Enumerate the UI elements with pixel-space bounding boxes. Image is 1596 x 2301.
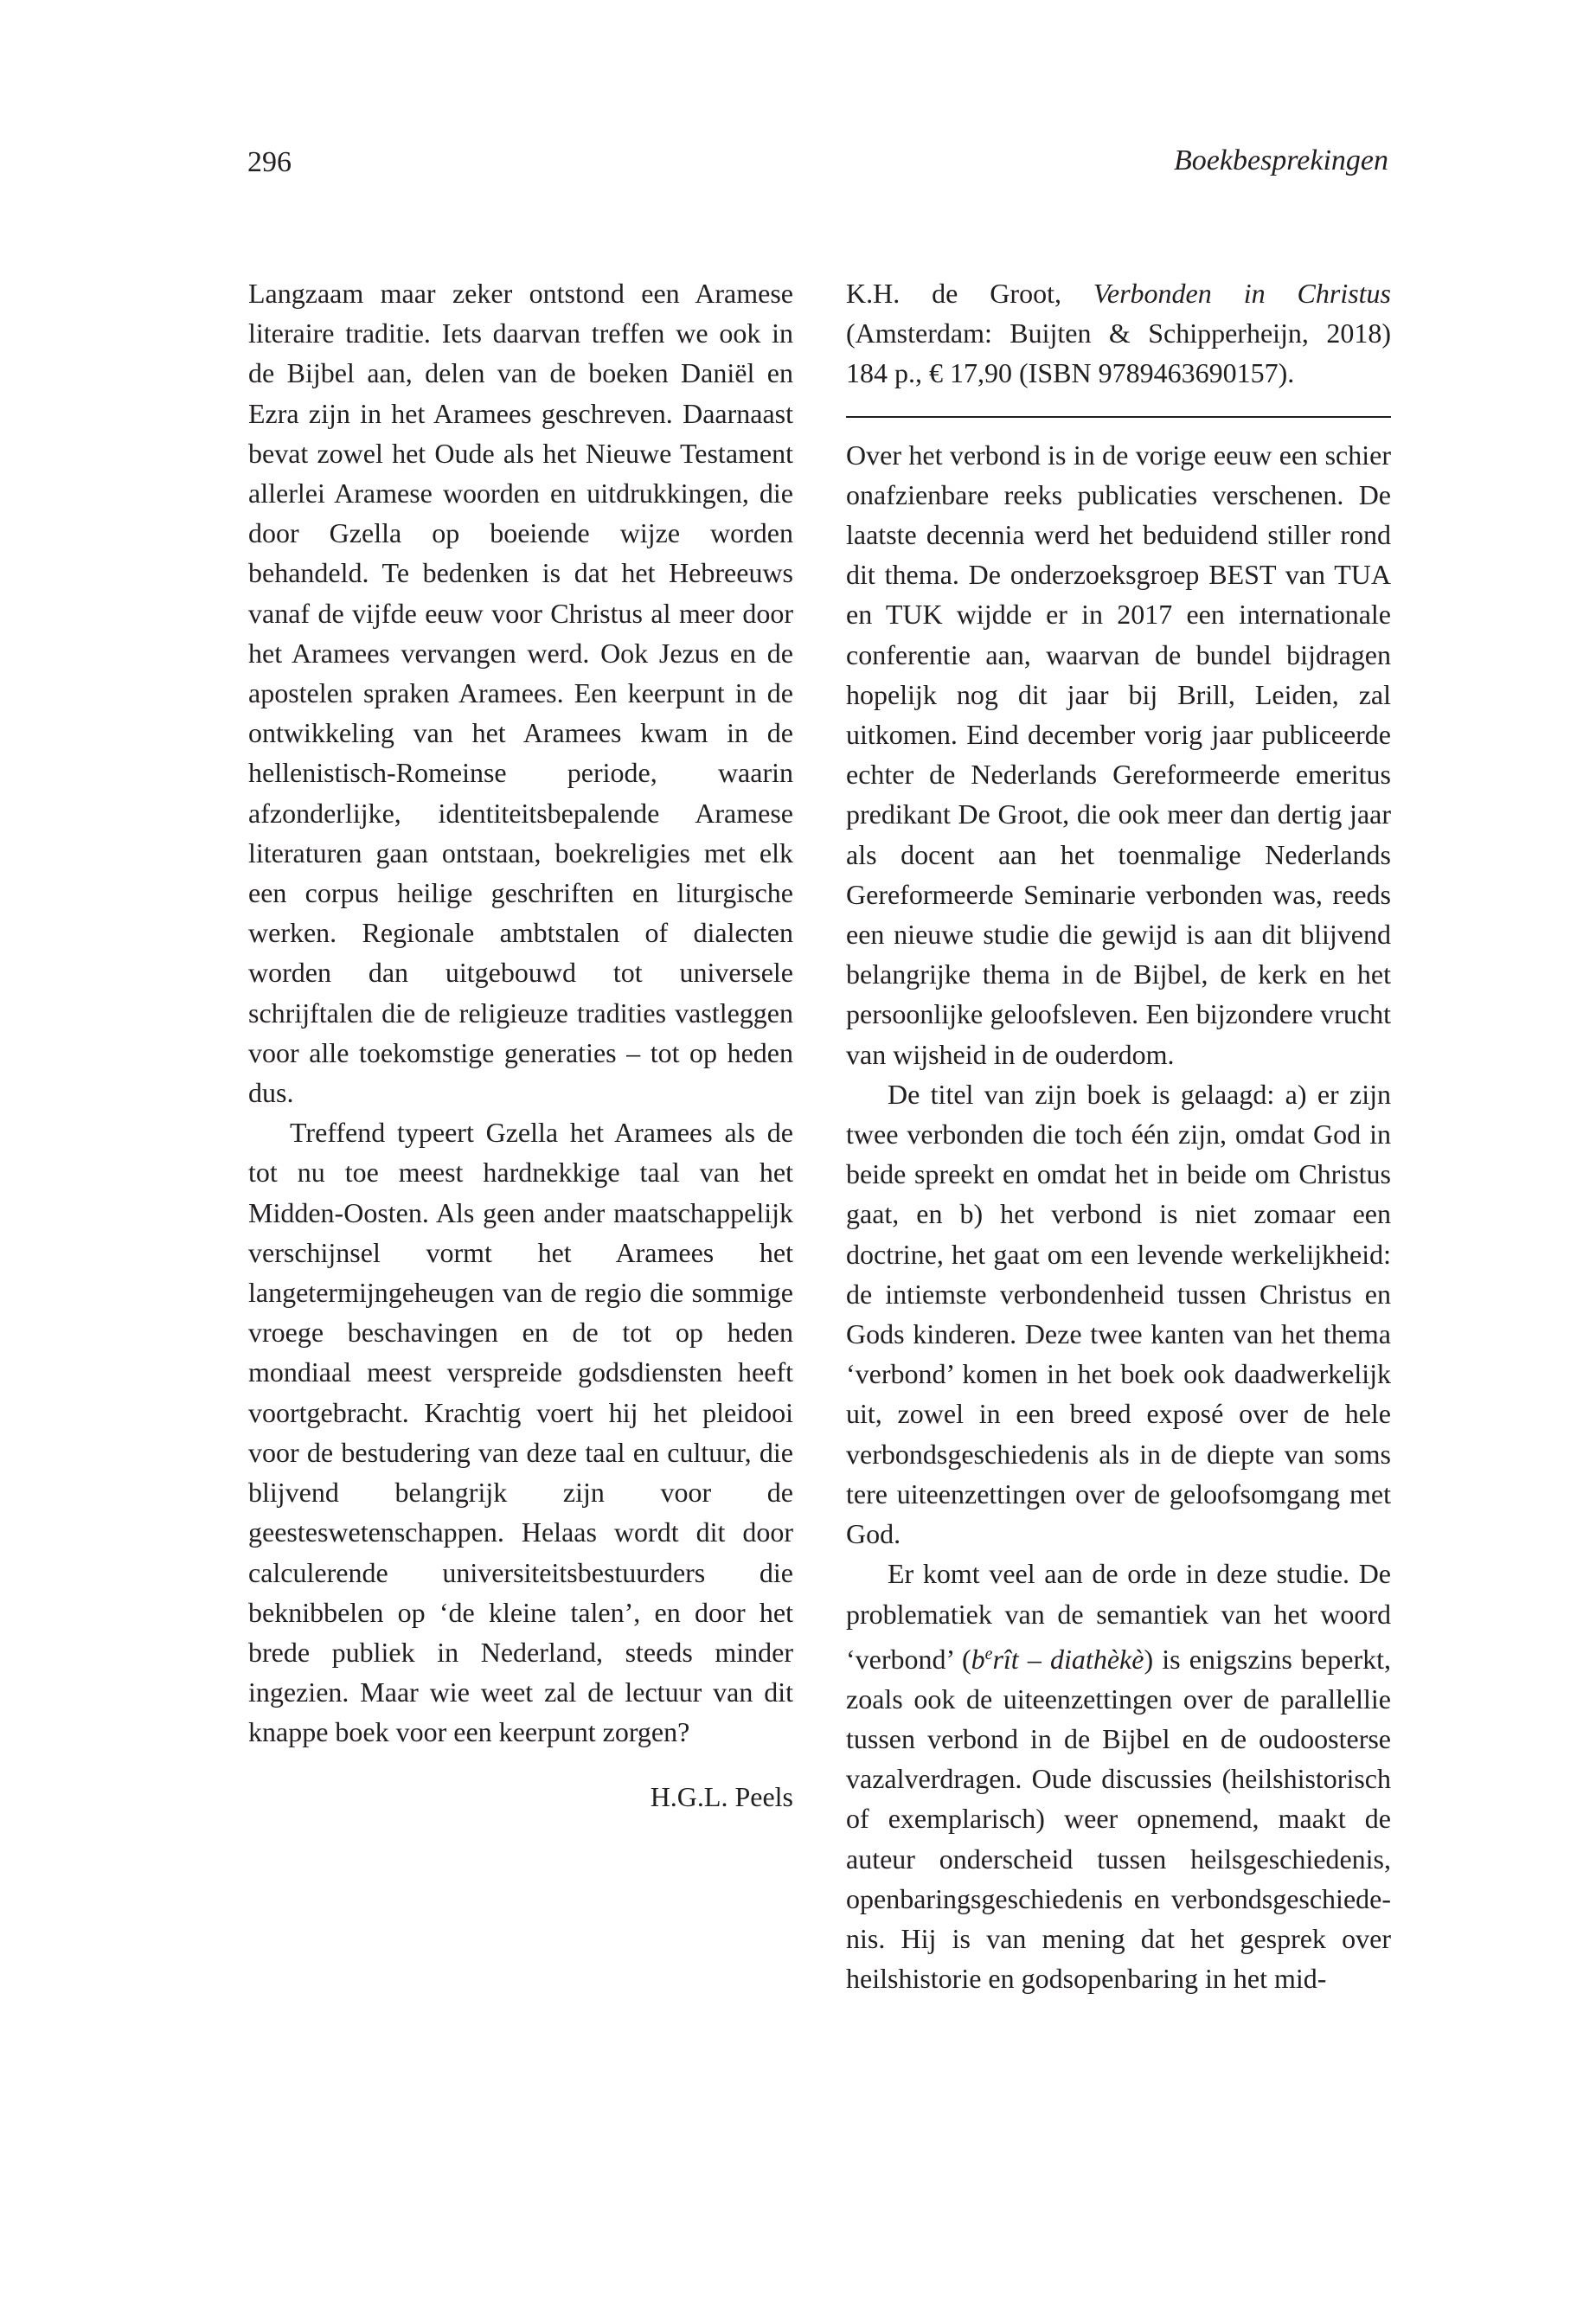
right-paragraph-3 (846, 1554, 1391, 1998)
page-number: 296 (247, 146, 292, 178)
right-paragraph-3-end: ) is enigszins beperkt, zoals ook de uiteenzettingen over de parallellie tussen verbond in de Bijbel en de oudoosterse vazalverdragen. Oude discussies (heilshistorisch of exemplarisch) weer opnemend, maakt de auteur onderscheid tussen heilsgeschiedenis, openbaringsgeschiedenis en verbondsgeschiedenis. Hij is van mening dat het gesprek over heilshistorie en godsopenbaring in het mid- (846, 1643, 1392, 1995)
review-signature: H.G.L. Peels (650, 1780, 793, 1812)
right-paragraph-1: Over het verbond is in de vorige eeuw een schier onafzienbare reeks publicaties verschenen. De laatste decennia werd het beduidend stiller rond dit thema. De onderzoeksgroep BEST van TUA en TUK wijdde er in 2017 een internationale conferentie aan, waarvan de bundel bijdragen hopelijk nog dit jaar bij Brill, Leiden, zal uitkomen. Eind december vorig jaar publiceerde echter de Nederlands Gereformeerde emeritus predikant De Groot, die ook meer dan dertig jaar als docent aan het toenmalige Nederlands Gereformeerde Seminarie verbonden was, reeds een nieuwe studie die gewijd is aan dit blijvend belangrijke thema in de Bijbel, de kerk en het persoonlijke geloofsleven. Een bijzondere vrucht van wijsheid in de ouderdom. (846, 439, 1391, 1070)
left-column (248, 273, 793, 1817)
horizontal-rule (846, 416, 1391, 418)
right-paragraph-2: De titel van zijn boek is gelaagd: a) er zijn twee verbonden die toch één zijn, omdat God in beide spreekt en omdat het in beide om Christus gaat, en b) het verbond is niet zomaar een doctrine, het gaat om een levende werkelijkheid: de intiemste verbondenheid tussen Christus en Gods kinderen. Deze twee kanten van het thema ‘verbond’ komen in het boek ook daadwerkelijk uit, zowel in een breed exposé over de hele verbondsgeschiedenis als in de diepte van soms tere uiteenzettingen over de geloofsomgang met God. (846, 1078, 1391, 1550)
right-column (846, 273, 1391, 1998)
left-paragraph-1: Langzaam maar zeker ontstond een Aramese literaire traditie. Iets daarvan treffen we ook in de Bijbel aan, delen van de boeken Daniël en Ezra zijn in het Aramees geschreven. Daarnaast bevat zowel het Oude als het Nieuwe Testament allerlei Aramese woorden en uitdrukkingen, die door Gzella op boeiende wijze worden behandeld. Te bedenken is dat het Hebreeuws vanaf de vijfde eeuw voor Christus al meer door het Aramees vervangen werd. Ook Jezus en de apostelen spraken Aramees. Een keerpunt in de ontwikkeling van het Aramees kwam in de hellenistisch-Romeinse periode, waarin afzonderlijke, identiteitsbepalende Aramese literaturen gaan ontstaan, boekreligies met elk een corpus heilige geschriften en liturgische werken. Regionale ambtstalen of dialecten worden dan uitgebouwd tot universele schrijftalen die de religieuze tradities vastleggen voor alle toekomstige generaties – tot op heden dus. (248, 278, 793, 1109)
running-head: Boekbesprekingen (1174, 144, 1388, 176)
book-details: (Amsterdam: Buijten & Schipperheijn, 2018) 184 p., € 17,90 (ISBN 9789463690157). (846, 317, 1391, 389)
book-author: K.H. de Groot, (846, 278, 1093, 309)
book-reference (846, 273, 1391, 394)
transliteration: $b^erît$ – diathèkè (971, 1643, 1144, 1675)
book-title: Verbonden in Christus (1093, 278, 1391, 309)
left-paragraph-2: Treffend typeert Gzella het Aramees als de tot nu toe meest hardnekkige taal van het Midden-Oosten. Als geen ander maatschappelijk verschijnsel vormt het Aramees het langetermijngeheugen van de regio die sommige vroege beschavingen en de tot op heden mondiaal meest verspreide godsdiensten heeft voortgebracht. Krachtig voert hij het pleidooi voor de bestudering van deze taal en cultuur, die blijvend belangrijk zijn voor de geesteswetenschappen. Helaas wordt dit door calculerende universiteitsbestuurders die beknibbelen op ‘de kleine talen’, en door het brede publiek in Nederland, steeds minder ingezien. Maar wie weet zal de lectuur van dit knappe boek voor een keerpunt zorgen? (248, 1117, 793, 1748)
right-paragraph-3-start: Er komt veel aan de orde in deze studie. De problematiek van de semantiek van het woord ‘verbond’ ( (846, 1558, 1391, 1675)
